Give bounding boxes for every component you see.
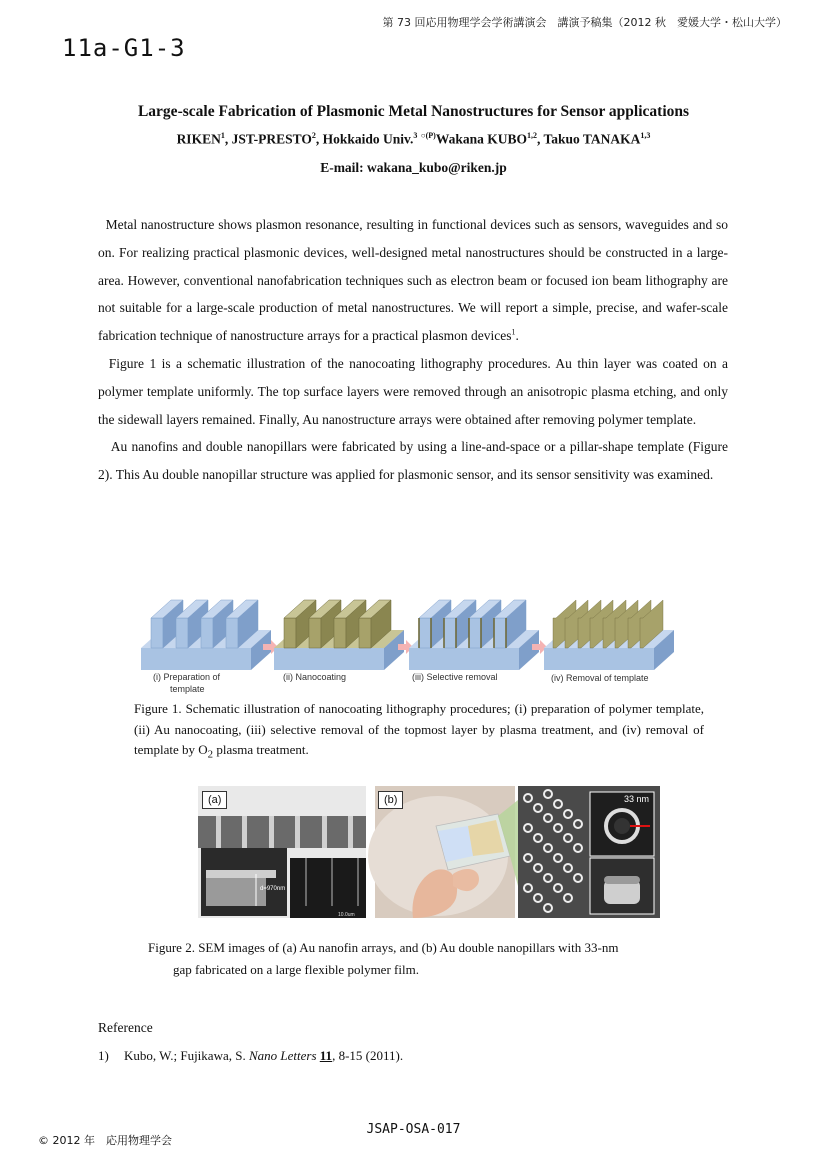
panel-b-label: (b) xyxy=(378,791,403,809)
presenter-mark: ○(P) xyxy=(420,131,436,140)
gap-size-label: 33 nm xyxy=(624,794,650,804)
stage-1-template xyxy=(141,600,271,670)
figure-2-graphic xyxy=(198,786,660,918)
reference-heading: Reference xyxy=(98,1020,153,1035)
conference-header: 第 73 回応用物理学会学術講演会 講演予稿集（2012 秋 愛媛大学・松山大学） xyxy=(382,16,787,29)
figure-1-caption: Figure 1. Schematic illustration of nanocoating lithography procedures; (i) preparation of polymer template, (ii) Au nanocoating, (iii) selective removal of the topmost layer by plasma treatment, and (iv) removal of template by $O_2$ plasma treatment. xyxy=(134,701,704,761)
reference-item: 1) Kubo, W.; Fujikawa, S. Nano Letters 11, 8-15 (2011). xyxy=(98,1048,404,1063)
paper-title: Large-scale Fabrication of Plasmonic Metal Nanostructures for Sensor applications xyxy=(137,103,690,120)
presentation-code: 11a-G1-3 xyxy=(62,34,186,62)
stage-3-label: (iii) Selective removal xyxy=(412,672,498,682)
figure-2-images xyxy=(198,786,660,918)
stage-4-removal xyxy=(544,600,674,670)
contact-email: E-mail: wakana_kubo@riken.jp xyxy=(320,160,507,175)
paragraph-2: Figure 1 is a schematic illustration of the nanocoating lithography procedures. Au thin layer was coated on a polymer template uniformly. The top surface layers were removed through an anisotropic plasma etching, and only the sidewall layers remained. Finally, Au nanostructure arrays were obtained after removing polymer template. xyxy=(98,355,728,427)
stage-4-label: (iv) Removal of template xyxy=(551,673,649,683)
author-line: RIKEN$^1$, JST-PRESTO$^2$, Hokkaido Univ.$^3$ $^{○(P)}$Wakana KUBO$^{1,2}$, Takuo TANAKA$^{1,3}$ xyxy=(176,131,651,147)
stage-2-label: (ii) Nanocoating xyxy=(283,672,347,682)
stage-1-label-cont: template xyxy=(170,684,205,694)
paper-id: JSAP-OSA-017 xyxy=(366,1122,461,1137)
stage-2-nanocoating xyxy=(274,600,404,670)
figure-1-schematic xyxy=(136,592,696,698)
author-2: , Takuo TANAKA xyxy=(537,131,641,147)
scale-bar-label: 10.0um xyxy=(338,912,355,918)
author-1: Wakana KUBO xyxy=(435,131,527,147)
paragraph-3: Au nanofins and double nanopillars were fabricated by using a line-and-space or a pillar-shape template (Figure 2). This Au double nanopillar structure was applied for plasmonic sensor, and its sensor sensitivity was examined. xyxy=(98,439,729,483)
stage-1-label: (i) Preparation of xyxy=(153,672,221,682)
inset-dimension-label: d=970nm xyxy=(260,886,286,892)
affiliation-2: , JST-PRESTO xyxy=(224,131,312,147)
abstract-body xyxy=(98,211,728,489)
affiliation-1: RIKEN xyxy=(176,131,221,147)
paragraph-1: Metal nanostructure shows plasmon resonance, resulting in functional devices such as sensors, waveguides and so on. For realizing practical plasmonic devices, well-designed metal nanostructures should be constructed in a large-area. However, conventional nanofabrication techniques such as electron beam or focused ion beam lithography are not suitable for a large-scale production of metal nanostructures. We will report a simple, precise, and wafer-scale fabrication technique of nanostructure arrays for a practical plasmon devices$^1$. xyxy=(98,217,729,344)
affiliation-3: , Hokkaido Univ. xyxy=(315,131,414,147)
stage-3-selective-removal xyxy=(409,600,539,670)
figure-2-caption: Figure 2. SEM images of (a) Au nanofin arrays, and (b) Au double nanopillars with 33-nm gap fabricated on a large flexible polymer film. xyxy=(148,940,619,977)
panel-b-sem xyxy=(518,786,660,918)
panel-a-label: (a) xyxy=(202,791,227,809)
copyright: © 2012 年 応用物理学会 xyxy=(38,1134,172,1147)
